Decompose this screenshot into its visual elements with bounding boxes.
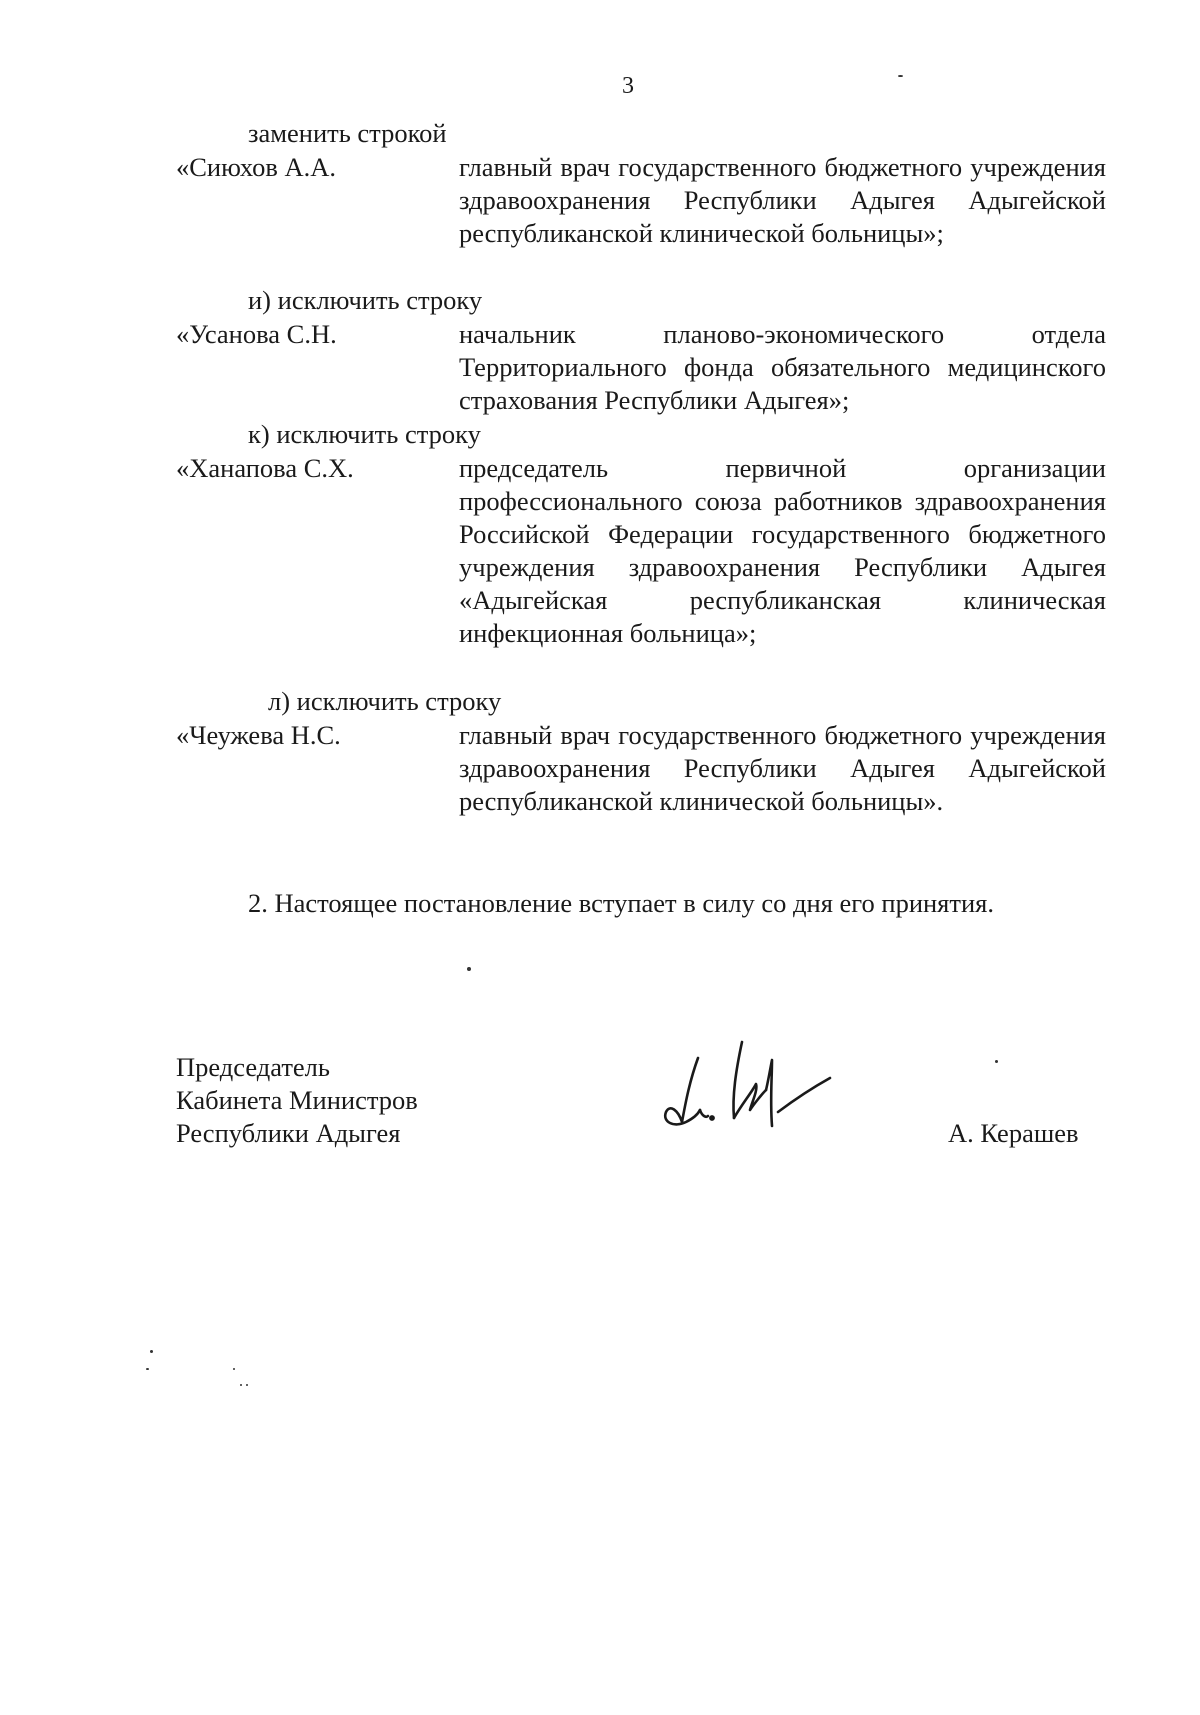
signer-position-line: Республики Адыгея bbox=[176, 1118, 401, 1148]
instruction-replace-line: заменить строкой bbox=[248, 118, 447, 148]
entry-position-description: главный врач государственного бюджетного учреждения здравоохранения Республики Адыгея Адыгейской республиканской клинической больницы»; bbox=[459, 152, 1106, 248]
signer-position bbox=[176, 1051, 418, 1150]
scan-speck bbox=[240, 1384, 242, 1386]
clause-effective-date: 2. Настоящее постановление вступает в силу со дня его принятия. bbox=[248, 888, 994, 918]
entry-position-description: главный врач государственного бюджетного учреждения здравоохранения Республики Адыгея Адыгейской республиканской клинической больницы». bbox=[459, 720, 1106, 816]
scan-speck bbox=[233, 1368, 235, 1370]
entry-person-name: «Чеужева Н.С. bbox=[176, 720, 341, 750]
instruction-exclude-line-l: л) исключить строку bbox=[268, 686, 502, 716]
scan-speck bbox=[150, 1350, 153, 1353]
handwritten-signature bbox=[660, 1030, 840, 1140]
instruction-exclude-line-i: и) исключить строку bbox=[248, 285, 483, 315]
signer-position-line: Председатель bbox=[176, 1052, 330, 1082]
signer-name: А. Керашев bbox=[948, 1118, 1079, 1148]
scan-speck bbox=[467, 967, 471, 971]
entry-person-name: «Ханапова С.Х. bbox=[176, 453, 354, 483]
instruction-exclude-line-k: к) исключить строку bbox=[248, 419, 481, 449]
page-number: 3 bbox=[622, 73, 634, 99]
entry-position-description: начальник планово-экономического отдела Территориального фонда обязательного медицинского страхования Республики Адыгея»; bbox=[459, 319, 1106, 415]
signer-position-line: Кабинета Министров bbox=[176, 1085, 418, 1115]
entry-person-name: «Усанова С.Н. bbox=[176, 319, 337, 349]
scan-speck bbox=[898, 75, 903, 77]
scan-speck bbox=[995, 1060, 998, 1063]
entry-position-description: председатель первичной организации профессионального союза работников здравоохранения Российской Федерации государственного бюджетного учреждения здравоохранения Республики Адыгея «Адыгейская республиканская клиническая инфекционная больница»; bbox=[459, 453, 1106, 648]
scan-speck bbox=[146, 1368, 149, 1370]
scan-speck bbox=[246, 1384, 248, 1386]
entry-person-name: «Сиюхов А.А. bbox=[176, 152, 337, 182]
